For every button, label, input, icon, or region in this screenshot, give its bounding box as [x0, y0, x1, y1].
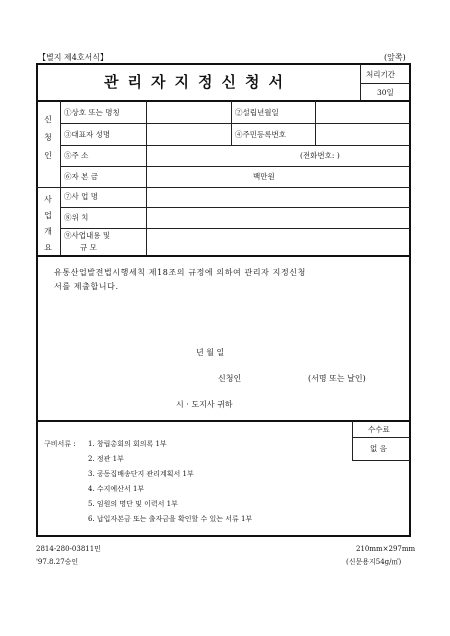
document-item: 5. 임원의 명단 및 이력서 1부	[88, 500, 178, 508]
business-name-label: ⑦사 업 명	[64, 192, 99, 201]
established-date-label: ②설립년월일	[235, 108, 279, 117]
statement-line-1: 유통산업발전법시행세칙 제18조의 규정에 의하여 관리자 지정신청	[54, 268, 306, 277]
addressee: 시 · 도지사 귀하	[176, 400, 233, 409]
document-item: 2. 정관 1부	[88, 455, 124, 463]
signature-note: (서명 또는 날인)	[308, 374, 366, 383]
footer-code: 2814-280-03811민	[36, 545, 101, 553]
form-title: 관리자지정신청서	[104, 73, 292, 91]
content-scale-label-1: ⑨사업내용 및	[64, 231, 111, 240]
frame-bottom	[36, 535, 411, 537]
fee-label: 수수료	[368, 425, 390, 434]
statement-line-2: 서를 제출합니다.	[54, 282, 119, 291]
document-item: 4. 수지예산서 1부	[88, 485, 145, 493]
resident-number-label: ④주민등록번호	[235, 130, 286, 139]
documents-label: 구비서류 :	[44, 440, 76, 448]
phone-label: (전화번호: )	[300, 151, 340, 160]
form-number: 【별지 제4호서식】	[38, 53, 109, 62]
address-label: ⑤주 소	[64, 151, 89, 160]
document-item: 6. 납입자본금 또는 출자금을 확인할 수 있는 서류 1부	[88, 515, 253, 523]
representative-name-label: ③대표자 성명	[64, 130, 111, 139]
applicant-section-label: 신 청 인	[44, 115, 52, 160]
applicant-signature-label: 신청인	[218, 374, 242, 383]
footer-size: 210mm×297mm	[356, 545, 416, 553]
frame-top	[36, 63, 411, 65]
document-item: 3. 공동집배송단지 관리계획서 1부	[88, 470, 194, 478]
frame-left	[36, 63, 38, 537]
capital-label: ⑥자 본 금	[64, 172, 99, 181]
footer-approval: '97.8.27승인	[36, 558, 79, 566]
page-side: (앞쪽)	[384, 53, 406, 62]
footer-paper: (신문용지54g/㎡)	[346, 558, 402, 566]
document-item: 1. 창립총회의 회의록 1부	[88, 440, 167, 448]
capital-unit: 백만원	[253, 172, 275, 181]
content-scale-label-2: 규 모	[80, 243, 97, 252]
business-section-label: 사 업 개 요	[44, 195, 52, 252]
processing-period-label: 처리기간	[366, 70, 395, 79]
company-name-label: ①상호 또는 명칭	[64, 108, 120, 117]
fee-value: 없 음	[370, 444, 387, 453]
frame-right	[409, 63, 411, 537]
processing-period-value: 30일	[377, 88, 394, 97]
location-label: ⑧위 치	[64, 213, 89, 222]
date-line: 년 월 일	[196, 348, 225, 357]
